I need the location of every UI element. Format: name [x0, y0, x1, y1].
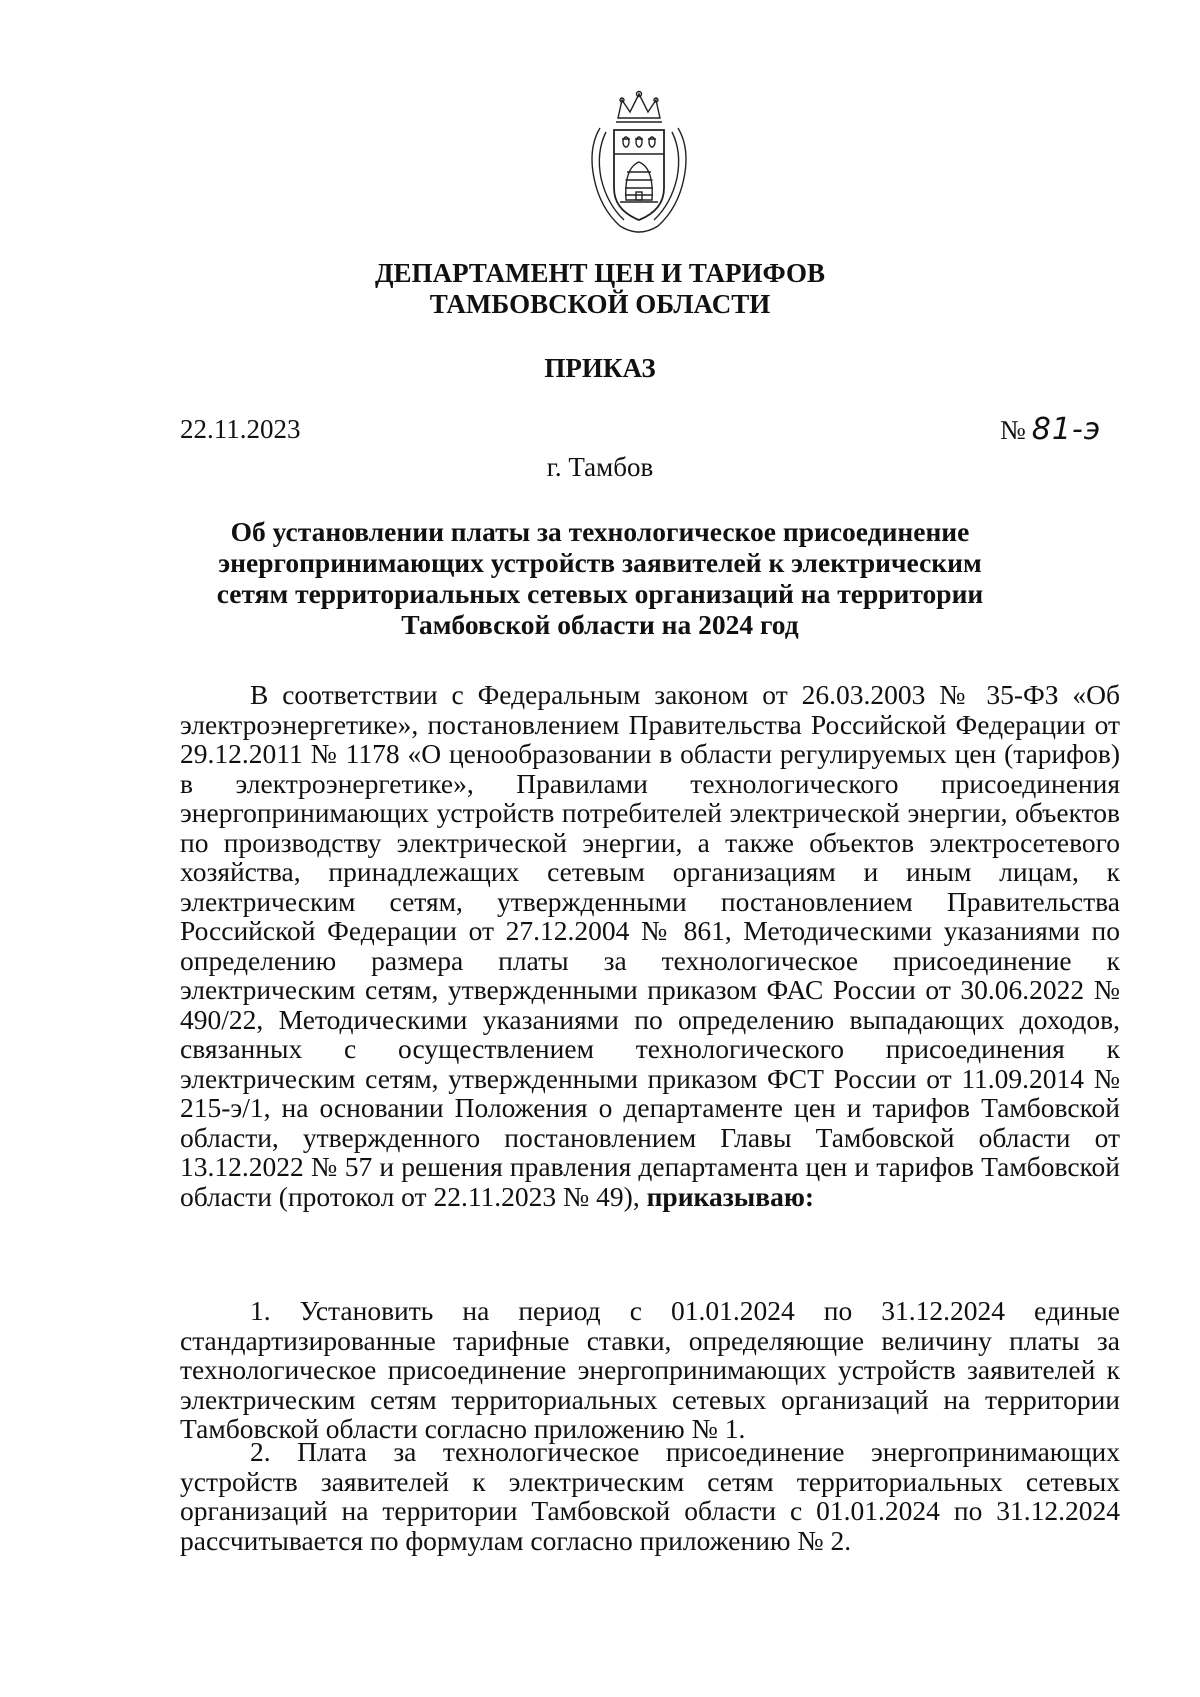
handwritten-number: 81-э	[1031, 412, 1102, 447]
order-item-2: 2. Плата за технологическое присоединение энергопринимающих устройств заявителей к электрическим сетям территориальных сетевых организаций на территории Тамбовской области с 01.01.2024 по 31.12.2024 рассчитывается по формулам согласно приложению № 2.	[180, 1436, 1120, 1556]
department-line-1: ДЕПАРТАМЕНТ ЦЕН И ТАРИФОВ	[374, 258, 826, 288]
document-number	[1000, 412, 1101, 447]
number-prefix: №	[1000, 415, 1026, 445]
document-city: г. Тамбов	[546, 452, 654, 482]
tambov-coat-of-arms-emblem	[580, 88, 698, 238]
order-word: приказываю:	[646, 1180, 815, 1212]
department-line-2: ТАМБОВСКОЙ ОБЛАСТИ	[429, 289, 771, 319]
preamble-text: В соответствии с Федеральным законом от 26.03.2003 № 35-ФЗ «Об электроэнергетике», постановлением Правительства Российской Федерации от 29.12.2011 № 1178 «О ценообразовании в области регулируемых цен (тарифов) в электроэнергетике», Правилами технологического присоединения энергопринимающих устройств потребителей электрической энергии, объектов по производству электрической энергии, а также объектов электросетевого хозяйства, принадлежащих сетевым организациям и иным лицам, к электрическим сетям, утвержденными постановлением Правительства Российской Федерации от 27.12.2004 № 861, Методическими указаниями по определению размера платы за технологическое присоединение к электрическим сетям, утвержденными приказом ФАС России от 30.06.2022 № 490/22, Методическими указаниями по определению выпадающих доходов, связанных с осуществлением технологического присоединения к электрическим сетям, утвержденными приказом ФСТ России от 11.09.2014 № 215-э/1, на основании Положения о департаменте цен и тарифов Тамбовской области, утвержденного постановлением Главы Тамбовской области от 13.12.2022 № 57 и решения правления департамента цен и тарифов Тамбовской области (протокол от 22.11.2023 № 49),	[180, 679, 1120, 1212]
document-type: ПРИКАЗ	[544, 353, 656, 383]
order-item-1: 1. Установить на период с 01.01.2024 по 31.12.2024 единые стандартизированные тарифные ставки, определяющие величину платы за технологическое присоединение энергопринимающих устройств заявителей к электрическим сетям территориальных сетевых организаций на территории Тамбовской области согласно приложению № 1.	[180, 1295, 1120, 1444]
department-name	[0, 258, 1200, 320]
preamble-paragraph	[180, 680, 1120, 1211]
document-subject: Об установлении платы за технологическое присоединение энергопринимающих устройств заявителей к электрическим сетям территориальных сетевых организаций на территории Тамбовской области на 2024 год	[216, 516, 984, 640]
document-date: 22.11.2023	[180, 414, 301, 444]
